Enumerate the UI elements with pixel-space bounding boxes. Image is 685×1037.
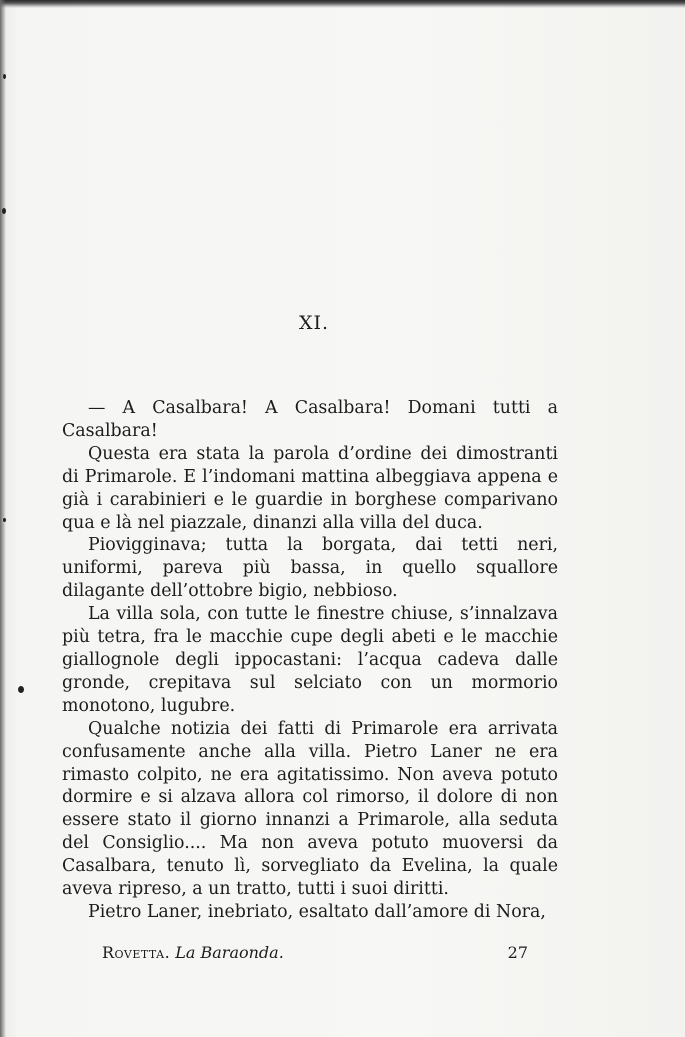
page-number: 27 — [507, 943, 528, 962]
page-top-shadow — [0, 0, 685, 8]
chapter-heading: XI. — [298, 312, 330, 334]
page-footer — [102, 943, 528, 962]
paragraph: Pietro Laner, inebriato, esaltato dall’amore di Nora, — [88, 901, 546, 922]
scan-speck — [18, 686, 24, 693]
paragraph: — A Casalbara! A Casalbara! Domani tutti a Casalbara! — [62, 398, 558, 441]
footer-book-title: La Baraonda. — [175, 943, 284, 962]
paragraph: Qualche notizia dei fatti di Primarole era arrivata confusamente anche alla villa. Pietro Laner ne era rimasto colpito, ne era agitatissimo. Non aveva potuto dormire e si alzava allora col rimorso, il dolore di non essere stato il giorno innanzi a Primarole, alla seduta del Consiglio.... Ma non aveva potuto muoversi da Casalbara, tenuto lì, sorvegliato da Evelina, la quale aveva ripreso, a un tratto, tutti i suoi diritti. — [62, 718, 558, 900]
scan-speck — [3, 518, 6, 522]
paragraph: La villa sola, con tutte le finestre chiuse, s’innalzava più tetra, fra le macchie cupe degli abeti e le macchie giallognole degli ippocastani: l’acqua cadeva dalle gronde, crepitava sul selciato con un mormorio monotono, lugubre. — [62, 604, 558, 716]
paragraph: Piovigginava; tutta la borgata, dai tetti neri, uniformi, pareva più bassa, in quello squallore dilagante dell’ottobre bigio, nebbioso. — [62, 535, 558, 602]
scan-speck — [2, 208, 6, 214]
scan-speck — [3, 74, 6, 79]
body-text — [62, 397, 558, 924]
paragraph: Questa era stata la parola d’ordine dei dimostranti di Primarole. E l’indomani mattina albeggiava appena e già i carabinieri e le guardie in borghese comparivano qua e là nel piazzale, dinanzi alla villa del duca. — [62, 443, 558, 533]
footer-author: Rovetta. — [102, 943, 171, 962]
